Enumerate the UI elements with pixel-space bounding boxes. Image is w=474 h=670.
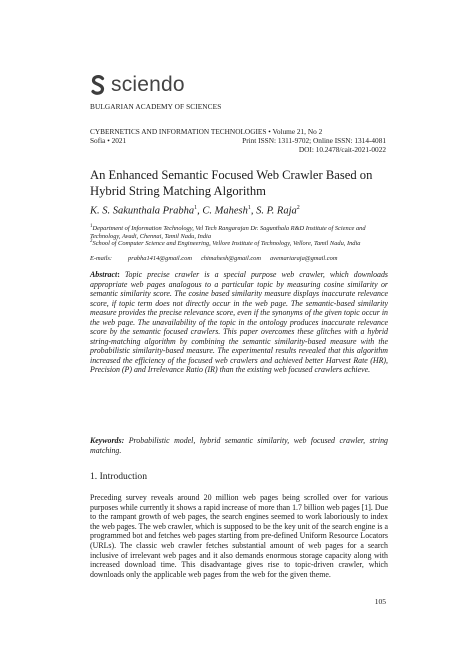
author-affil-mark: 2 (296, 205, 300, 211)
section-heading: 1. Introduction (90, 471, 148, 482)
author-emails (90, 255, 346, 262)
affiliation-text: Department of Information Technology, Vel Tech Rangarajan Dr. Sagunthala R&D Institute of Science and Technology, Avadi, Chennai, Tamil Nadu, India (90, 225, 366, 241)
affiliation-text: School of Computer Science and Engineering, Vellore Institute of Technology, Vellore, Tamil Nadu, India (92, 240, 361, 248)
affiliation-mark: 1 (90, 224, 93, 229)
email-address[interactable]: avemariaraja@gmail.com (269, 255, 338, 262)
keywords-text: Probabilistic model, hybrid semantic similarity, web focused crawler, string matching. (90, 436, 388, 455)
author-name: S. P. Raja (256, 205, 297, 217)
publisher-name: BULGARIAN ACADEMY OF SCIENCES (90, 102, 222, 111)
paper-title: An Enhanced Semantic Focused Web Crawler Based on Hybrid String Matching Algorithm (90, 168, 373, 198)
affiliation-mark: 2 (90, 239, 93, 244)
emails-label: E-mails: (90, 255, 113, 262)
journal-volume: CYBERNETICS AND INFORMATION TECHNOLOGIES • Volume 21, No 2 (90, 127, 323, 136)
journal-issn: Print ISSN: 1311-9702; Online ISSN: 1314-4081 (242, 136, 386, 145)
abstract-text: Topic precise crawler is a special purpose web crawler, which downloads appropriate web pages analogous to a particular topic by measuring cosine similarity or semantic similarity score. The cosine based similarity measure displays inaccurate relevance score, if topic term does not directly occur in the web page. The semantic-based similarity measure provides the precise relevance score, even if the synonyms of the given topic occur in the web page. The unavailability of the topic in the ontology produces inaccurate relevance score by the semantic focused crawlers. This paper overcomes these glitches with a hybrid string-matching algorithm by combining the semantic similarity-based measure with the probabilistic similarity-based measure. The experimental results revealed that this algorithm increased the efficiency of the focused web crawlers and achieved better Harvest Rate (HR), Precision (P) and Irrelevance Ratio (IR) than the existing web focused crawlers achieve. (90, 270, 388, 375)
logo-text: sciendo (111, 73, 185, 96)
abstract-label: Abstract (90, 270, 118, 279)
email-address[interactable]: chimahesh@gmail.com (200, 255, 261, 262)
affiliation (90, 238, 388, 248)
author-list: K. S. Sakunthala Prabha$^1$, C. Mahesh$^1$, S. P. Raja$^2$ (90, 205, 300, 217)
abstract: Abstract: Topic precise crawler is a special purpose web crawler, which downloads appropriate web pages analogous to a particular topic by measuring cosine similarity or semantic similarity score. The cosine based similarity measure displays inaccurate relevance score, if topic term does not directly occur in the web page. The semantic-based similarity measure provides the precise relevance score, even if the synonyms of the given topic occur in the web page. The unavailability of the topic in the ontology produces inaccurate relevance score by the semantic focused crawlers. This paper overcomes these glitches with a hybrid string-matching algorithm by combining the semantic similarity-based measure with the probabilistic similarity-based measure. The experimental results revealed that this algorithm increased the efficiency of the focused web crawlers and achieved better Harvest Rate (HR), Precision (P) and Irrelevance Ratio (IR) than the existing web focused crawlers achieve. (90, 270, 388, 375)
author-affil-mark: 1 (247, 205, 251, 211)
page-number: 105 (374, 597, 386, 606)
publisher-logo (90, 72, 185, 98)
introduction-paragraph: Preceding survey reveals around 20 million web pages being scrolled over for various purposes while currently it shows a rapid increase of more than 1.7 billion web pages [1]. Due to the rampant growth of web pages, the search engines seemed to work laboriously to index the web pages. The web crawler, which is supposed to be the key unit of the search engine is a programmed bot and fetches web pages starting from pre-defined Uniform Resource Locators (URLs). The classic web crawler fetches substantial amount of web pages for a search inclusive of irrelevant web pages and it also demands enormous storage capacity along with increased download time. This disadvantage gives rise to topic-driven crawler, which downloads only the applicable web pages from the web for the given theme. (90, 493, 388, 579)
author-name: C. Mahesh (202, 205, 248, 217)
keywords: Keywords: Probabilistic model, hybrid semantic similarity, web focused crawler, string matching. (90, 436, 388, 455)
sciendo-logo-icon (90, 74, 106, 96)
author-affil-mark: 1 (194, 205, 198, 211)
email-address[interactable]: prabha1414@gmail.com (128, 255, 192, 262)
journal-place-year: Sofia • 2021 (90, 136, 127, 145)
journal-issn-row (90, 136, 386, 145)
journal-doi: DOI: 10.2478/cait-2021-0022 (298, 145, 386, 154)
keywords-label: Keywords (90, 436, 122, 445)
author-name: K. S. Sakunthala Prabha (90, 205, 195, 217)
